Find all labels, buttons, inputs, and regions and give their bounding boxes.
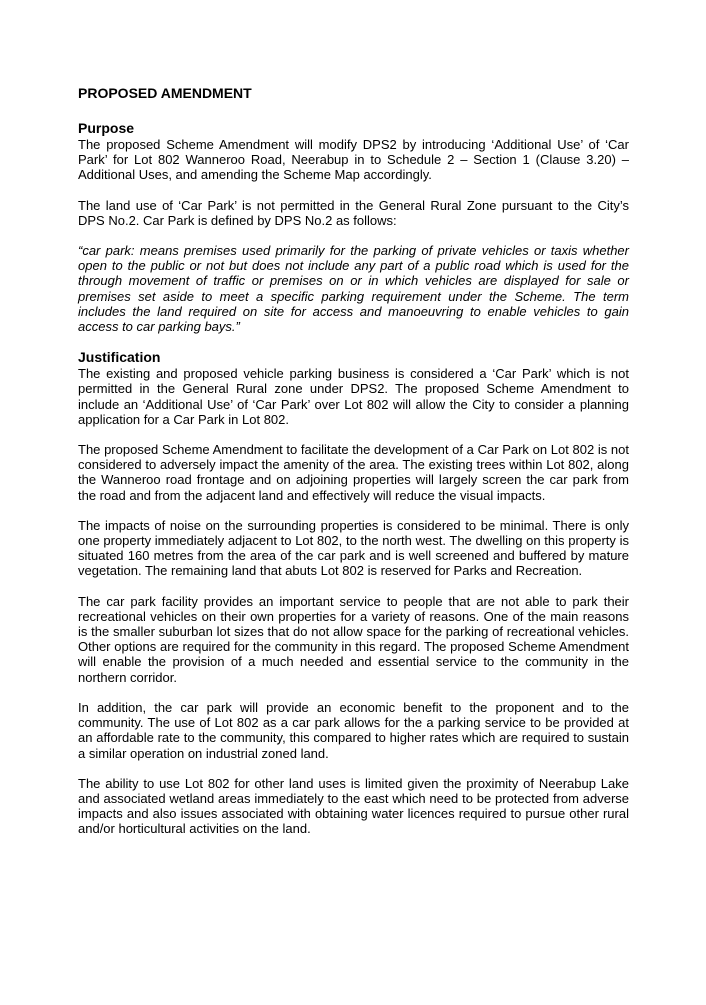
justification-heading: Justification xyxy=(78,349,161,366)
car-park-definition-quote: “car park: means premises used primarily for the parking of private vehicles or taxis whether open to the public or not but does not include any part of a public road which is used for the through movement of traffic or premises on or in which vehicles are displayed for sale or premises set aside to meet a specific parking requirement under the Scheme. The term includes the land required on site for access and manoeuvring to enable vehicles to gain access to car parking bays.” xyxy=(78,243,629,335)
justification-paragraph-4: The car park facility provides an important service to people that are not able to park their recreational vehicles on their own properties for a variety of reasons. One of the main reasons is the smaller suburban lot sizes that do not allow space for the parking of recreational vehicles. Other options are required for the community in this regard. The proposed Scheme Amendment will enable the provision of a much needed and essential service to the community in the northern corridor. xyxy=(78,593,629,685)
justification-paragraph-6: The ability to use Lot 802 for other land uses is limited given the proximity of Neerabup Lake and associated wetland areas immediately to the east which need to be protected from adverse impacts and also issues associated with obtaining water licences required to pursue other rural and/or horticultural activities on the land. xyxy=(78,775,629,837)
document-page xyxy=(78,84,629,852)
document-title: PROPOSED AMENDMENT xyxy=(78,85,252,101)
purpose-paragraph-2: The land use of ‘Car Park’ is not permitted in the General Rural Zone pursuant to the City’s DPS No.2. Car Park is defined by DPS No.2 as follows: xyxy=(78,197,629,228)
justification-paragraph-1: The existing and proposed vehicle parking business is considered a ‘Car Park’ which is not permitted in the General Rural zone under DPS2. The proposed Scheme Amendment to include an ‘Additional Use’ of ‘Car Park’ over Lot 802 will allow the City to consider a planning application for a Car Park in Lot 802. xyxy=(78,366,629,427)
purpose-paragraph-1: The proposed Scheme Amendment will modify DPS2 by introducing ‘Additional Use’ of ‘Car Park’ for Lot 802 Wanneroo Road, Neerabup in to Schedule 2 – Section 1 (Clause 3.20) – Additional Uses, and amending the Scheme Map accordingly. xyxy=(78,137,629,183)
justification-paragraph-2: The proposed Scheme Amendment to facilitate the development of a Car Park on Lot 802 is not considered to adversely impact the amenity of the area. The existing trees within Lot 802, along the Wanneroo road frontage and on adjoining properties will largely screen the car park from the road and from the adjacent land and effectively will reduce the visual impacts. xyxy=(78,442,629,503)
justification-paragraph-3: The impacts of noise on the surrounding properties is considered to be minimal. There is only one property immediately adjacent to Lot 802, to the north west. The dwelling on this property is situated 160 metres from the area of the car park and is well screened and buffered by mature vegetation. The remaining land that abuts Lot 802 is reserved for Parks and Recreation. xyxy=(78,517,629,579)
justification-section xyxy=(78,349,629,836)
justification-paragraph-5: In addition, the car park will provide an economic benefit to the proponent and to the community. The use of Lot 802 as a car park allows for the a parking service to be provided at an affordable rate to the community, this compared to higher rates which are required to sustain a similar operation on industrial zoned land. xyxy=(78,699,629,761)
purpose-section xyxy=(78,120,629,334)
purpose-heading: Purpose xyxy=(78,120,135,136)
